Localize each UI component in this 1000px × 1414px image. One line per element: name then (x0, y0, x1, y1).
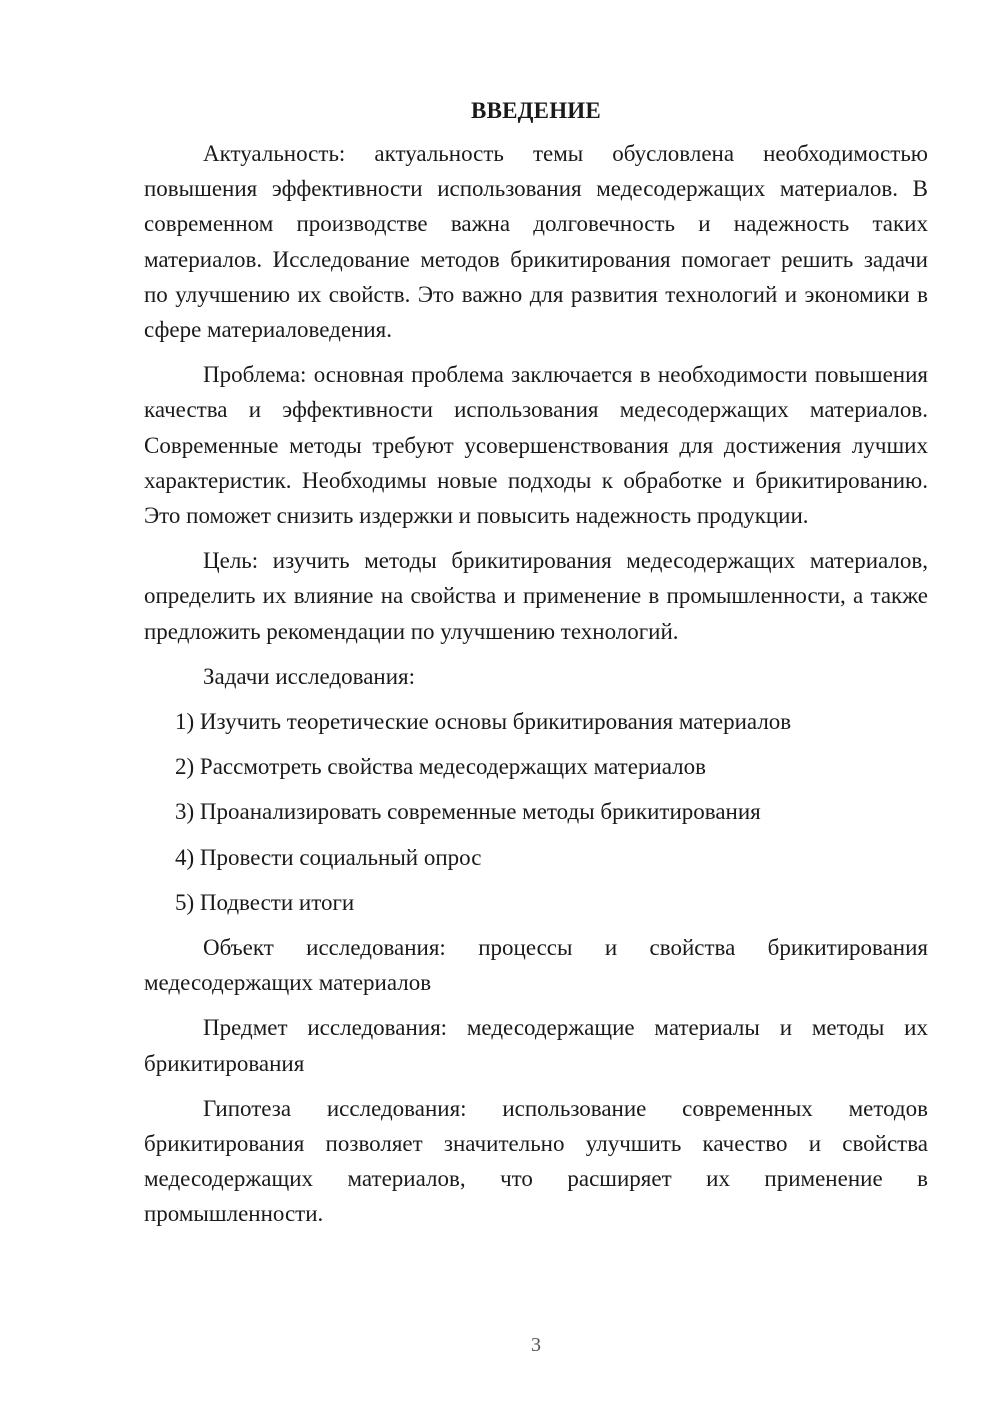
tasks-list (144, 704, 928, 920)
goal-paragraph: Цель: изучить методы брикитирования медесодержащих материалов, определить их влияние на свойства и применение в промышленности, а также предложить рекомендации по улучшению технологий. (144, 548, 928, 644)
task-item: 3) Проанализировать современные методы брикитирования (175, 799, 761, 825)
page-title: ВВЕДЕНИЕ (471, 98, 601, 123)
hypothesis-paragraph: Гипотеза исследования: использование современных методов брикитирования позволяет значительно улучшить качество и свойства медесодержащих материалов, что расширяет их применение в промышленности. (144, 1095, 928, 1227)
object-paragraph: Объект исследования: процессы и свойства брикитирования медесодержащих материалов (144, 935, 928, 996)
problem-paragraph: Проблема: основная проблема заключается в необходимости повышения качества и эффективности использования медесодержащих материалов. Современные методы требуют усовершенствования для достижения лучших характеристик. Необходимы новые подходы к обработке и брикитированию. Это поможет снизить издержки и повысить надежность продукции. (144, 362, 928, 529)
page-number: 3 (531, 1334, 541, 1356)
page-content (144, 96, 928, 1242)
task-item: 2) Рассмотреть свойства медесодержащих материалов (175, 754, 706, 780)
task-item: 5) Подвести итоги (175, 889, 355, 915)
task-item: 1) Изучить теоретические основы брикитирования материалов (175, 709, 792, 735)
task-item: 4) Провести социальный опрос (175, 844, 482, 870)
relevance-paragraph: Актуальность: актуальность темы обусловлена необходимостью повышения эффективности использования медесодержащих материалов. В современном производстве важна долговечность и надежность таких материалов. Исследование методов брикитирования помогает решить задачи по улучшению их свойств. Это важно для развития технологий и экономики в сфере материаловедения. (144, 141, 928, 343)
tasks-heading: Задачи исследования: (203, 663, 416, 689)
subject-paragraph: Предмет исследования: медесодержащие материалы и методы их брикитирования (144, 1015, 928, 1076)
